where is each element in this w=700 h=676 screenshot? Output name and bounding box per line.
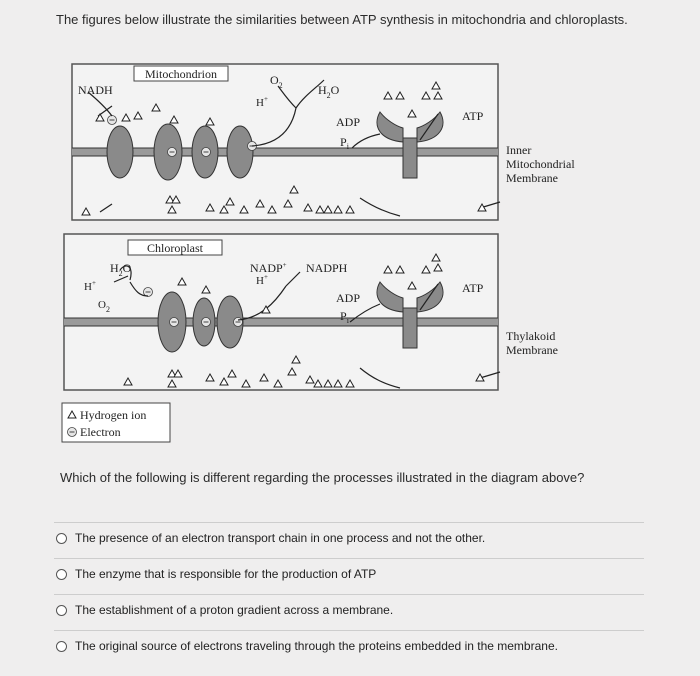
- legend-electron: Electron: [80, 425, 121, 439]
- atp-label: ATP: [462, 281, 484, 295]
- option-divider: [54, 522, 644, 523]
- protein-complex: [107, 126, 133, 178]
- o2-label: $O_2$: [98, 299, 110, 314]
- atp-synthesis-diagram: [60, 56, 620, 453]
- nadp-label: NADP+: [250, 261, 287, 275]
- option-label: The presence of an electron transport chain in one process and not the other.: [75, 531, 486, 545]
- thylakoid-membrane: [64, 318, 498, 326]
- radio-button[interactable]: [56, 533, 67, 544]
- option-label: The enzyme that is responsible for the production of ATP: [75, 567, 377, 581]
- mitochondrion-title: Mitochondrion: [145, 67, 217, 81]
- option-divider: [54, 630, 644, 631]
- pi-label: $P_i$: [340, 135, 349, 151]
- mitochondrion-panel: [72, 64, 500, 220]
- answer-option-1[interactable]: [56, 527, 485, 549]
- electron-icon: [202, 148, 211, 157]
- radio-button[interactable]: [56, 605, 67, 616]
- inner-membrane-label: Membrane: [506, 171, 558, 185]
- h-plus-label: H+: [84, 279, 96, 293]
- radio-button[interactable]: [56, 641, 67, 652]
- h2o-label: $H_2O$: [110, 261, 132, 278]
- h-plus-label: H+: [256, 95, 268, 109]
- answer-option-2[interactable]: [56, 563, 376, 585]
- question-prompt: Which of the following is different regarding the processes illustrated in the diagram above?: [60, 470, 585, 485]
- inner-membrane: [72, 148, 498, 156]
- thylakoid-membrane-label: Thylakoid: [506, 329, 556, 343]
- option-divider: [54, 558, 644, 559]
- chloroplast-panel: [64, 234, 500, 390]
- pi-label: $P_i$: [340, 309, 349, 325]
- chloroplast-title: Chloroplast: [147, 241, 203, 255]
- legend: [62, 403, 170, 442]
- electron-icon: [202, 318, 211, 327]
- thylakoid-membrane-label: Membrane: [506, 343, 558, 357]
- electron-icon: [108, 116, 117, 125]
- radio-button[interactable]: [56, 569, 67, 580]
- inner-membrane-label: Inner: [506, 143, 532, 157]
- inner-membrane-label: Mitochondrial: [506, 157, 575, 171]
- option-divider: [54, 594, 644, 595]
- h-plus-label: H+: [256, 273, 268, 287]
- electron-icon: [168, 148, 177, 157]
- option-label: The establishment of a proton gradient across a membrane.: [75, 603, 394, 617]
- electron-icon: [234, 318, 243, 327]
- h2o-label: $H_2O$: [318, 83, 340, 100]
- answer-option-4[interactable]: [56, 635, 558, 657]
- adp-label: ADP: [336, 291, 361, 305]
- answer-option-3[interactable]: [56, 599, 393, 621]
- protein-complex: [227, 126, 253, 178]
- nadph-label: NADPH: [306, 261, 348, 275]
- electron-icon: [170, 318, 179, 327]
- o2-label: $O_2$: [270, 73, 283, 90]
- nadh-label: NADH: [78, 83, 113, 97]
- question-intro: The figures below illustrate the similarities between ATP synthesis in mitochondria and chloroplasts.: [56, 12, 628, 27]
- legend-hydrogen-ion: Hydrogen ion: [80, 408, 147, 422]
- adp-label: ADP: [336, 115, 361, 129]
- option-label: The original source of electrons traveling through the proteins embedded in the membrane.: [75, 639, 558, 653]
- atp-label: ATP: [462, 109, 484, 123]
- electron-icon: [68, 428, 77, 437]
